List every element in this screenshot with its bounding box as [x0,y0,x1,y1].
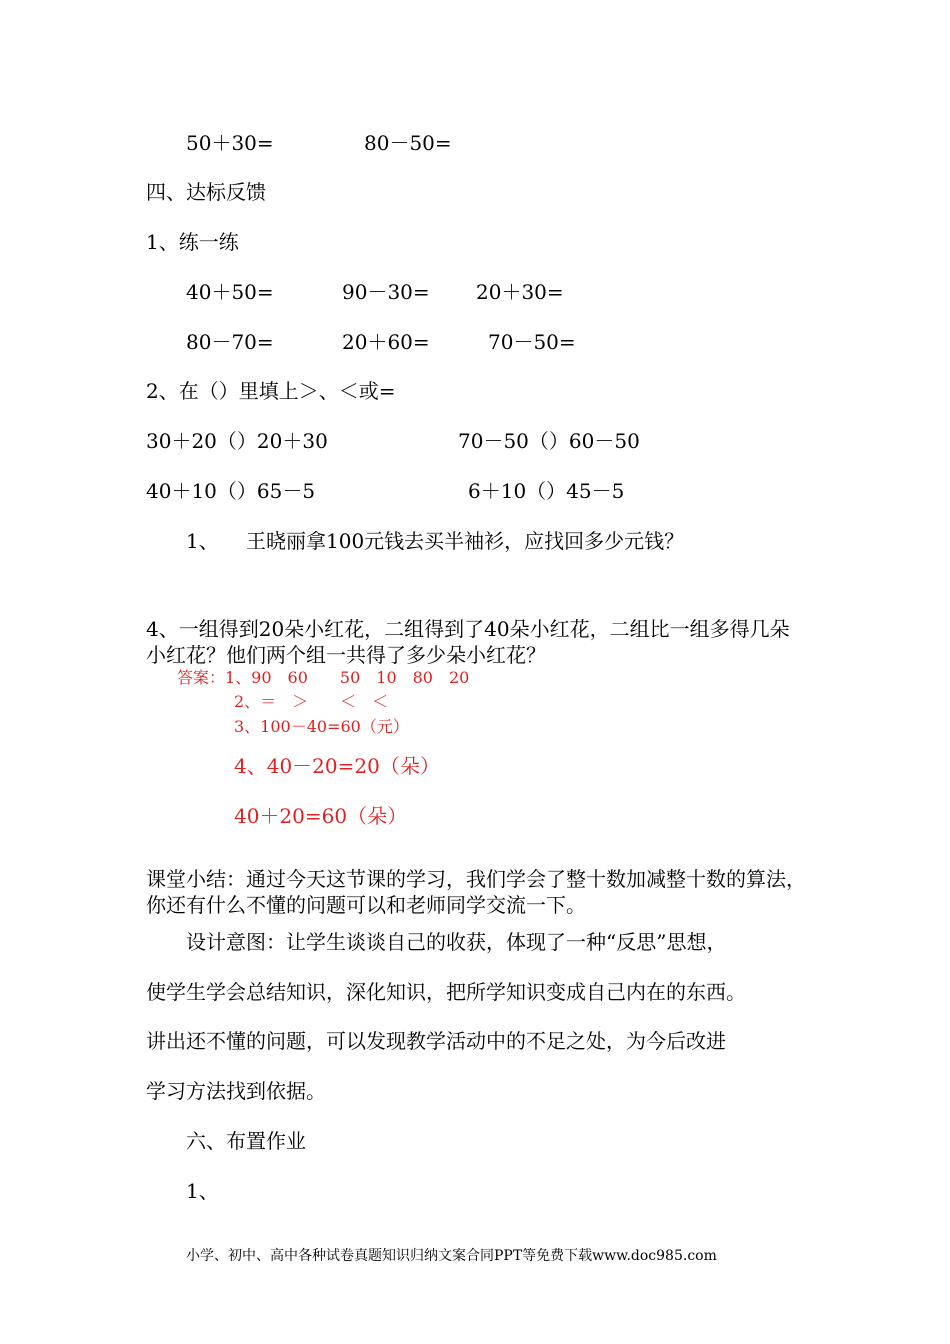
answer-line-5: 40＋20=60（朵） [234,804,408,828]
equation-80-minus-50: 80－50= [364,131,452,155]
section-heading-4: 四、达标反馈 [146,180,266,204]
design-intent-line-2: 使学生学会总结知识，深化知识，把所学知识变成自己内在的东西。 [146,980,746,1004]
design-intent-line-3: 讲出还不懂的问题，可以发现教学活动中的不足之处，为今后改进 [146,1029,726,1053]
answer-line-4: 4、40－20=20（朵） [234,754,440,778]
practice-equation-2: 90－30= [342,280,430,304]
homework-item-1: 1、 [186,1179,219,1203]
design-intent-line-1: 设计意图：让学生谈谈自己的收获，体现了一种“反思”思想， [186,930,727,954]
practice-equation-1: 40＋50= [186,280,274,304]
section-heading-6: 六、布置作业 [186,1129,306,1153]
compare-item-3: 40＋10（）65－5 [146,479,316,503]
answer-line-3: 3、100－40=60（元） [234,717,409,736]
compare-item-4: 6＋10（）45－5 [468,479,625,503]
practice-equation-3: 20＋30= [476,280,564,304]
question-3-number: 1、 [186,529,219,553]
answer-line-2: 2、＝ ＞ ＜ ＜ [234,692,389,711]
footer-text: 小学、初中、高中各种试卷真题知识归纳文案合同PPT等免费下载www.doc985.com [186,1248,717,1264]
compare-item-2: 70－50（）60－50 [458,429,640,453]
question-4-text: 4、一组得到20朵小红花，二组得到了40朵小红花，二组比一组多得几朵小红花？他们两个组一共得了多少朵小红花？ [146,617,790,667]
question-2-title: 2、在（）里填上＞、＜或= [146,379,396,403]
answer-line-1: 答案：1、90 60 50 10 80 20 [177,668,470,687]
class-summary: 课堂小结：通过今天这节课的学习，我们学会了整十数加减整十数的算法，你还有什么不懂的问题可以和老师同学交流一下。 [146,867,806,917]
practice-equation-4: 80－70= [186,330,274,354]
practice-equation-5: 20＋60= [342,330,430,354]
question-1-title: 1、练一练 [146,230,239,254]
equation-50-plus-30: 50＋30= [186,131,274,155]
question-3-text: 王晓丽拿100元钱去买半袖衫，应找回多少元钱？ [246,529,685,553]
practice-equation-6: 70－50= [488,330,576,354]
compare-item-1: 30＋20（）20＋30 [146,429,328,453]
design-intent-line-4: 学习方法找到依据。 [146,1079,326,1103]
